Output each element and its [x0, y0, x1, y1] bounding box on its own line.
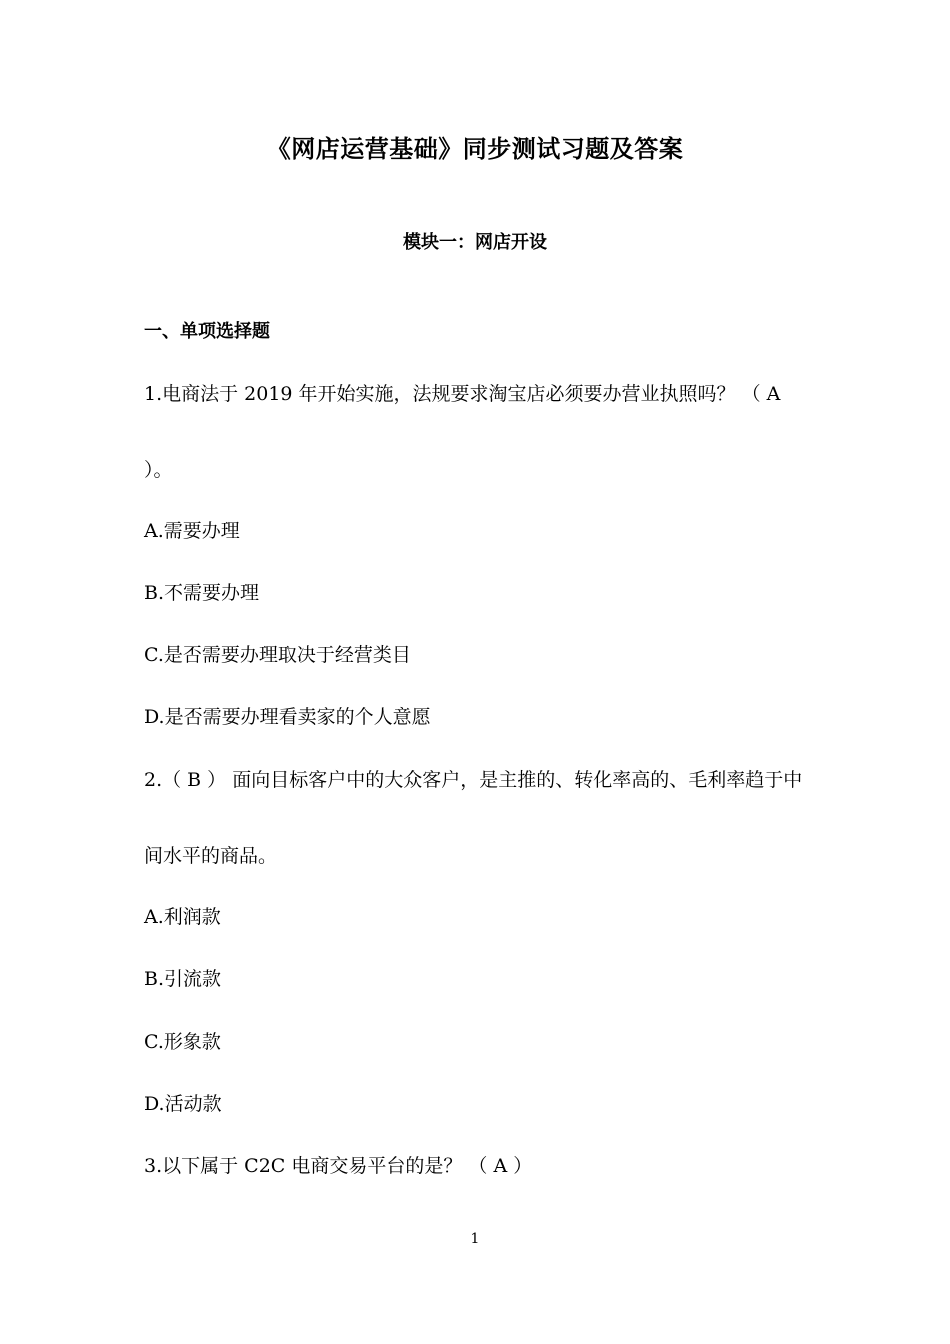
question-2-option-b: B.引流款 — [144, 968, 222, 990]
page-number: 1 — [470, 1231, 480, 1247]
question-2-line-2: 间水平的商品。 — [144, 845, 278, 867]
question-1-line-2: ）。 — [144, 459, 173, 481]
question-2-line-1: 2.（ B ） 面向目标客户中的大众客户，是主推的、转化率高的、毛利率趋于中 — [144, 769, 803, 791]
question-3-line-1: 3.以下属于 C2C 电商交易平台的是？ （ A ） — [144, 1155, 533, 1177]
question-1-line-1: 1.电商法于 2019 年开始实施，法规要求淘宝店必须要办营业执照吗？ （ A — [144, 383, 781, 405]
question-1-option-d: D.是否需要办理看卖家的个人意愿 — [144, 706, 431, 728]
question-2-option-c: C.形象款 — [144, 1031, 221, 1053]
question-1-option-c: C.是否需要办理取决于经营类目 — [144, 644, 411, 666]
question-1-option-b: B.不需要办理 — [144, 582, 260, 604]
document-title: 《网店运营基础》同步测试习题及答案 — [266, 135, 684, 163]
question-1-option-a: A.需要办理 — [144, 520, 240, 542]
question-2-option-a: A.利润款 — [144, 906, 221, 928]
question-2-option-d: D.活动款 — [144, 1093, 222, 1115]
module-heading: 模块一：网店开设 — [403, 232, 547, 253]
section-heading: 一、单项选择题 — [144, 321, 270, 342]
